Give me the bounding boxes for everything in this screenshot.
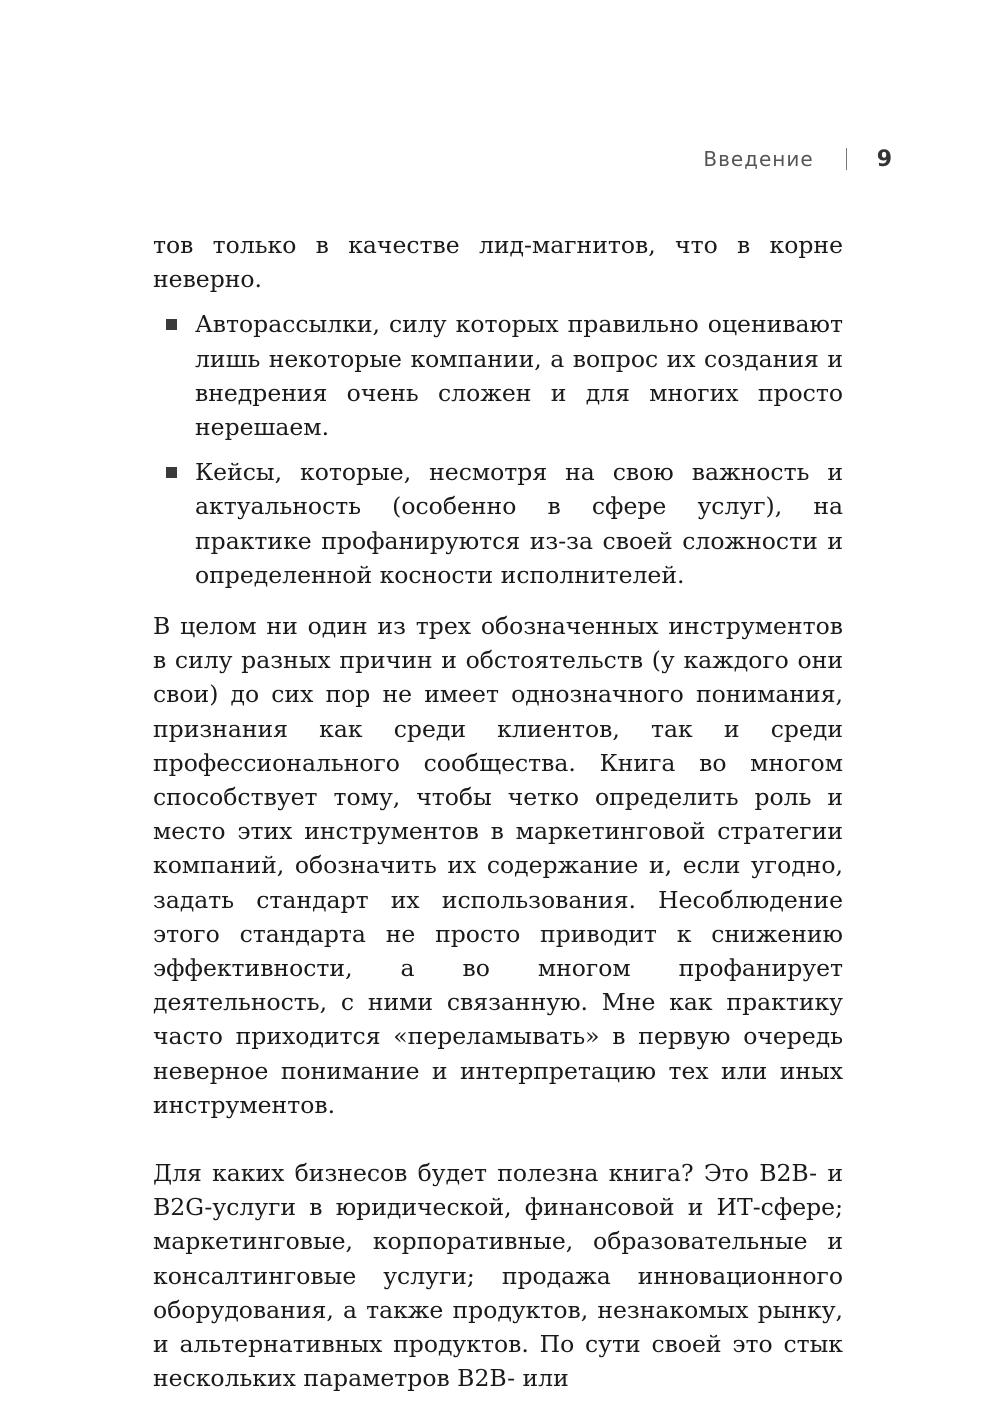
continued-bullet-text: тов только в качестве лид-магнитов, что в корне неверно. xyxy=(153,231,843,294)
square-bullet-icon xyxy=(166,467,177,478)
paragraph: Для каких бизнесов будет полезна книга? Это B2B- и B2G-услуги в юридической, финансовой и ИТ-сфере; маркетинговые, корпоративные, образовательные и консалтинговые услуги; продажа инновационного оборудования, а также продуктов, незнакомых рынку, и альтернативных продуктов. По сути своей это стык нескольких параметров B2B- или xyxy=(153,1159,843,1393)
square-bullet-icon xyxy=(166,319,177,330)
body-text xyxy=(153,228,843,1396)
bullet-item xyxy=(153,455,843,592)
bullet-text: Кейсы, которые, несмотря на свою важность и актуальность (особенно в сфере услуг), на практике профанируются из-за своей сложности и определенной косности исполнителей. xyxy=(195,458,843,589)
chapter-title: Введение xyxy=(703,147,814,171)
bullet-list xyxy=(153,307,843,592)
paragraph: В целом ни один из трех обозначенных инструментов в силу разных причин и обстоятельств (у каждого они свои) до сих пор не имеет однозначного понимания, признания как среди клиентов, так и среди профессионального сообщества. Книга во многом способствует тому, чтобы четко определить роль и место этих инструментов в маркетинговой стратегии компаний, обозначить их содержание и, если угодно, задать стандарт их использования. Несоблюдение этого стандарта не просто приводит к снижению эффективности, а во многом профанирует деятельность, с ними связанную. Мне как практику часто приходится «переламывать» в первую очередь неверное понимание и интерпретацию тех или иных инструментов. xyxy=(153,612,843,1119)
header-divider xyxy=(846,148,847,170)
bullet-text: Авторассылки, силу которых правильно оценивают лишь некоторые компании, а вопрос их создания и внедрения очень сложен и для многих просто нерешаем. xyxy=(195,310,843,442)
bullet-item xyxy=(153,307,843,444)
page-number: 9 xyxy=(876,146,892,172)
running-header xyxy=(703,143,892,175)
